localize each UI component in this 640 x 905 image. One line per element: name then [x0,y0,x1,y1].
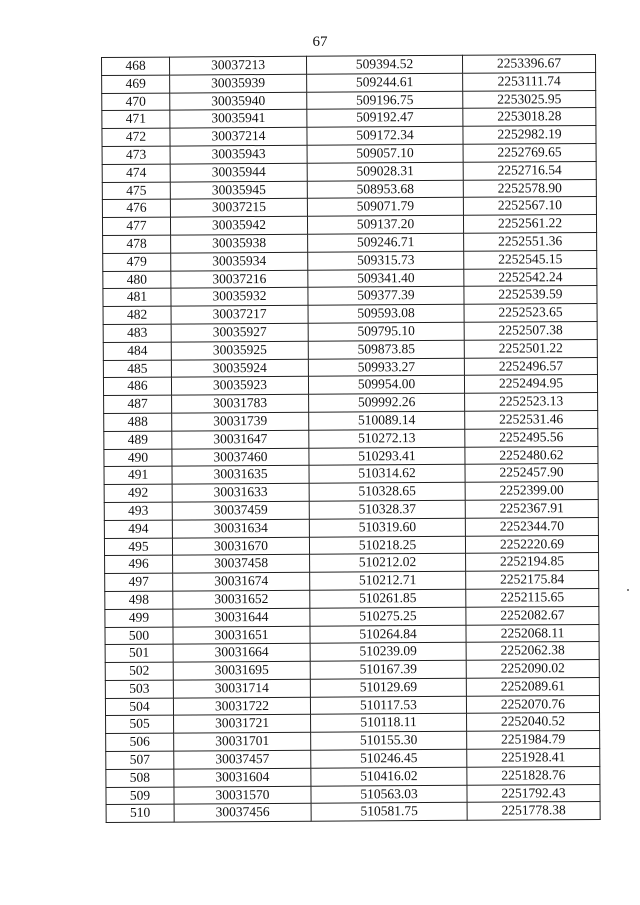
row-number-cell: 506 [106,733,174,751]
y-coordinate-cell: 2252507.38 [464,321,597,340]
table-row [105,642,599,663]
table-row [103,321,597,342]
table-row [105,677,599,698]
table-row [103,375,597,396]
x-coordinate-cell: 509172.34 [307,126,463,145]
x-coordinate-cell: 510261.85 [310,589,466,608]
point-id-cell: 30031722 [173,697,310,716]
point-id-cell: 30031633 [172,483,309,502]
row-number-cell: 476 [102,199,170,217]
table-row [103,250,597,271]
point-id-cell: 30031634 [172,519,309,538]
table-row [102,90,596,111]
table-row [102,215,596,236]
row-number-cell: 510 [106,805,174,823]
row-number-cell: 494 [104,520,172,538]
point-id-cell: 30035940 [170,92,307,111]
y-coordinate-cell: 2252561.22 [463,215,596,234]
row-number-cell: 475 [102,182,170,200]
row-number-cell: 474 [102,164,170,182]
y-coordinate-cell: 2252578.90 [463,179,596,198]
row-number-cell: 481 [103,288,171,306]
x-coordinate-cell: 510117.53 [310,696,466,715]
row-number-cell: 471 [102,110,170,128]
table-row [104,428,598,449]
y-coordinate-cell: 2251928.41 [467,749,600,768]
x-coordinate-cell: 509341.40 [308,269,464,288]
row-number-cell: 473 [102,146,170,164]
y-coordinate-cell: 2252545.15 [464,250,597,269]
x-coordinate-cell: 509244.61 [307,73,463,92]
x-coordinate-cell: 510218.25 [309,536,465,555]
row-number-cell: 468 [102,57,170,75]
row-number-cell: 480 [103,271,171,289]
y-coordinate-cell: 2253396.67 [462,54,595,73]
x-coordinate-cell: 510129.69 [310,678,466,697]
y-coordinate-cell: 2252494.95 [464,375,597,394]
point-id-cell: 30031695 [173,661,310,680]
y-coordinate-cell: 2252115.65 [466,588,599,607]
x-coordinate-cell: 510563.03 [311,785,467,804]
table-row [106,802,600,823]
x-coordinate-cell: 510212.71 [310,571,466,590]
row-number-cell: 491 [104,466,172,484]
point-id-cell: 30037213 [170,56,307,75]
row-number-cell: 469 [102,75,170,93]
point-id-cell: 30035938 [171,234,308,253]
point-id-cell: 30037217 [171,305,308,324]
x-coordinate-cell: 509192.47 [307,109,463,128]
row-number-cell: 499 [105,609,173,627]
table-row [103,268,597,289]
table-row [105,588,599,609]
x-coordinate-cell: 509028.31 [307,162,463,181]
y-coordinate-cell: 2252982.19 [463,126,596,145]
point-id-cell: 30035939 [170,74,307,93]
table-row [102,161,596,182]
y-coordinate-cell: 2252220.69 [465,535,598,554]
y-coordinate-cell: 2253025.95 [463,90,596,109]
x-coordinate-cell: 509394.52 [306,55,462,74]
x-coordinate-cell: 510167.39 [310,660,466,679]
row-number-cell: 501 [105,644,173,662]
x-coordinate-cell: 510239.09 [310,643,466,662]
y-coordinate-cell: 2251984.79 [467,731,600,750]
point-id-cell: 30031570 [174,786,311,805]
table-row [103,357,597,378]
point-id-cell: 30035924 [171,359,308,378]
point-id-cell: 30035925 [171,341,308,360]
row-number-cell: 492 [104,484,172,502]
table-row [104,535,598,556]
x-coordinate-cell: 509137.20 [307,215,463,234]
row-number-cell: 497 [105,573,173,591]
y-coordinate-cell: 2252501.22 [464,339,597,358]
y-coordinate-cell: 2252175.84 [466,571,599,590]
y-coordinate-cell: 2252567.10 [463,197,596,216]
x-coordinate-cell: 510581.75 [311,803,467,822]
point-id-cell: 30031664 [173,644,310,663]
y-coordinate-cell: 2252399.00 [465,482,598,501]
point-id-cell: 30037215 [170,199,307,218]
row-number-cell: 478 [103,235,171,253]
table-row [106,749,600,770]
point-id-cell: 30031674 [173,572,310,591]
y-coordinate-cell: 2252082.67 [466,606,599,625]
table-row [102,143,596,164]
table-row [103,286,597,307]
table-row [106,713,600,734]
row-number-cell: 496 [105,555,173,573]
y-coordinate-cell: 2252194.85 [466,553,599,572]
row-number-cell: 483 [103,324,171,342]
y-coordinate-cell: 2252090.02 [466,660,599,679]
row-number-cell: 493 [104,502,172,520]
point-id-cell: 30037460 [172,448,309,467]
y-coordinate-cell: 2252068.11 [466,624,599,643]
point-id-cell: 30031647 [172,430,309,449]
row-number-cell: 503 [105,680,173,698]
y-coordinate-cell: 2253018.28 [463,108,596,127]
y-coordinate-cell: 2252480.62 [465,446,598,465]
y-coordinate-cell: 2251778.38 [467,802,600,821]
x-coordinate-cell: 510314.62 [309,465,465,484]
point-id-cell: 30035923 [171,377,308,396]
y-coordinate-cell: 2252539.59 [464,286,597,305]
table-row [104,517,598,538]
row-number-cell: 482 [103,306,171,324]
row-number-cell: 504 [105,698,173,716]
y-coordinate-cell: 2252531.46 [465,410,598,429]
row-number-cell: 486 [103,377,171,395]
x-coordinate-cell: 510272.13 [309,429,465,448]
point-id-cell: 30031701 [174,733,311,752]
point-id-cell: 30037216 [171,270,308,289]
point-id-cell: 30031604 [174,768,311,787]
y-coordinate-cell: 2252496.57 [464,357,597,376]
row-number-cell: 477 [102,217,170,235]
y-coordinate-cell: 2252551.36 [464,232,597,251]
point-id-cell: 30035943 [170,145,307,164]
point-id-cell: 30031714 [173,679,310,698]
point-id-cell: 30035944 [170,163,307,182]
point-id-cell: 30035934 [171,252,308,271]
point-id-cell: 30037459 [172,501,309,520]
point-id-cell: 30031670 [172,537,309,556]
point-id-cell: 30035927 [171,323,308,342]
table-row [106,784,600,805]
row-number-cell: 472 [102,128,170,146]
point-id-cell: 30037214 [170,127,307,146]
row-number-cell: 470 [102,93,170,111]
y-coordinate-cell: 2251792.43 [467,784,600,803]
row-number-cell: 479 [103,253,171,271]
table-row [102,126,596,147]
point-id-cell: 30035941 [170,110,307,129]
coordinates-table [101,54,601,823]
table-row [103,232,597,253]
y-coordinate-cell: 2252523.13 [465,393,598,412]
y-coordinate-cell: 2252457.90 [465,464,598,483]
row-number-cell: 502 [105,662,173,680]
y-coordinate-cell: 2252089.61 [466,677,599,696]
table-row [105,553,599,574]
x-coordinate-cell: 510264.84 [310,625,466,644]
table-row [104,482,598,503]
point-id-cell: 30031652 [173,590,310,609]
x-coordinate-cell: 510118.11 [311,714,467,733]
row-number-cell: 487 [104,395,172,413]
y-coordinate-cell: 2252062.38 [466,642,599,661]
point-id-cell: 30035945 [170,181,307,200]
point-id-cell: 30031635 [172,466,309,485]
y-coordinate-cell: 2251828.76 [467,766,600,785]
row-number-cell: 500 [105,627,173,645]
x-coordinate-cell: 508953.68 [307,180,463,199]
x-coordinate-cell: 510293.41 [309,447,465,466]
x-coordinate-cell: 510089.14 [309,411,465,430]
point-id-cell: 30031721 [174,715,311,734]
table-row [106,766,600,787]
table-row [104,410,598,431]
row-number-cell: 484 [103,342,171,360]
point-id-cell: 30037457 [174,750,311,769]
x-coordinate-cell: 509933.27 [308,358,464,377]
point-id-cell: 30031644 [173,608,310,627]
x-coordinate-cell: 510155.30 [311,732,467,751]
x-coordinate-cell: 510246.45 [311,749,467,768]
x-coordinate-cell: 510328.65 [309,482,465,501]
table-row [102,179,596,200]
x-coordinate-cell: 509795.10 [308,322,464,341]
row-number-cell: 495 [104,538,172,556]
table-row [104,446,598,467]
y-coordinate-cell: 2252523.65 [464,304,597,323]
table-row [105,624,599,645]
x-coordinate-cell: 509246.71 [308,233,464,252]
row-number-cell: 485 [103,360,171,378]
y-coordinate-cell: 2252040.52 [467,713,600,732]
x-coordinate-cell: 509954.00 [308,376,464,395]
table-row [102,197,596,218]
table-row [105,695,599,716]
y-coordinate-cell: 2252070.76 [466,695,599,714]
row-number-cell: 507 [106,751,174,769]
table-row [102,54,596,75]
table-row [103,339,597,360]
x-coordinate-cell: 509071.79 [307,198,463,217]
row-number-cell: 489 [104,431,172,449]
row-number-cell: 505 [106,716,174,734]
row-number-cell: 498 [105,591,173,609]
y-coordinate-cell: 2252769.65 [463,143,596,162]
x-coordinate-cell: 510416.02 [311,767,467,786]
table-row [105,606,599,627]
coordinates-table-body [102,54,601,822]
y-coordinate-cell: 2252716.54 [463,161,596,180]
x-coordinate-cell: 509057.10 [307,144,463,163]
table-row [106,731,600,752]
x-coordinate-cell: 509315.73 [308,251,464,270]
x-coordinate-cell: 509377.39 [308,287,464,306]
x-coordinate-cell: 509992.26 [309,393,465,412]
x-coordinate-cell: 509196.75 [307,91,463,110]
scan-speck [627,589,629,591]
row-number-cell: 508 [106,769,174,787]
table-row [105,660,599,681]
y-coordinate-cell: 2252542.24 [464,268,597,287]
table-row [105,571,599,592]
x-coordinate-cell: 509873.85 [308,340,464,359]
x-coordinate-cell: 510212.02 [310,554,466,573]
row-number-cell: 488 [104,413,172,431]
table-row [103,304,597,325]
y-coordinate-cell: 2252344.70 [465,517,598,536]
x-coordinate-cell: 510328.37 [309,500,465,519]
table-row [104,499,598,520]
point-id-cell: 30035942 [170,216,307,235]
point-id-cell: 30031783 [172,394,309,413]
x-coordinate-cell: 510275.25 [310,607,466,626]
table-row [102,72,596,93]
table-row [104,393,598,414]
point-id-cell: 30035932 [171,288,308,307]
y-coordinate-cell: 2252367.91 [465,499,598,518]
row-number-cell: 509 [106,787,174,805]
point-id-cell: 30031651 [173,626,310,645]
row-number-cell: 490 [104,449,172,467]
x-coordinate-cell: 510319.60 [309,518,465,537]
point-id-cell: 30031739 [172,412,309,431]
y-coordinate-cell: 2253111.74 [463,72,596,91]
point-id-cell: 30037458 [173,555,310,574]
table-row [102,108,596,129]
y-coordinate-cell: 2252495.56 [465,428,598,447]
table-row [104,464,598,485]
point-id-cell: 30037456 [174,804,311,823]
x-coordinate-cell: 509593.08 [308,304,464,323]
page-number: 67 [312,34,328,50]
